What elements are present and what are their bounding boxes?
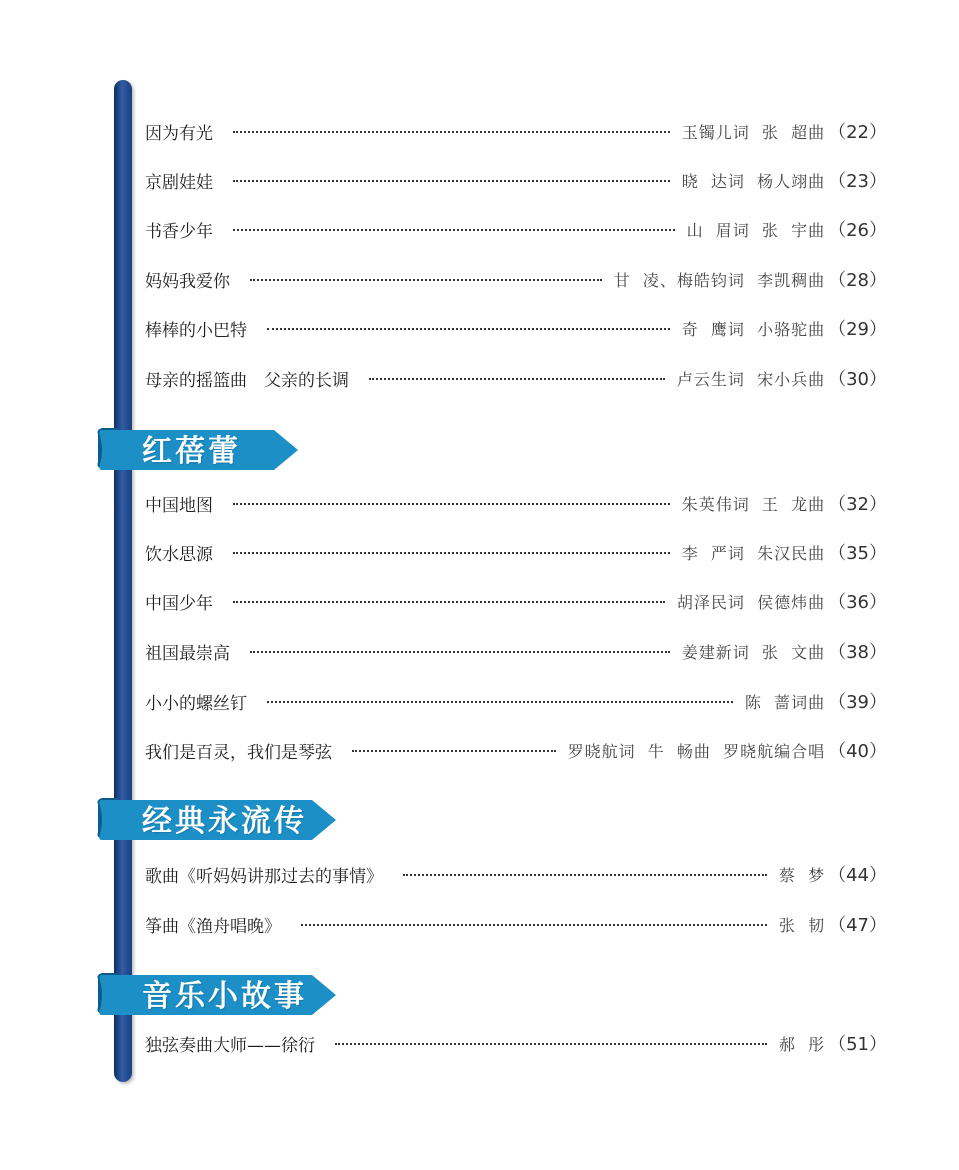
entry-credit: 张 韧 bbox=[778, 915, 826, 935]
entry-credit: 蔡 梦 bbox=[778, 865, 826, 885]
entry-page: （26） bbox=[828, 220, 887, 241]
entry-credit: 罗晓航词 牛 畅曲 罗晓航编合唱 bbox=[567, 741, 826, 761]
toc-entry[interactable] bbox=[145, 735, 887, 765]
entry-page: （47） bbox=[828, 915, 887, 936]
entry-title: 祖国最崇高 bbox=[145, 643, 230, 664]
entry-title: 独弦奏曲大师——徐衍 bbox=[145, 1035, 315, 1056]
dot-leader bbox=[335, 1043, 767, 1045]
entry-title: 因为有光 bbox=[145, 123, 213, 144]
toc-entry[interactable] bbox=[145, 488, 887, 518]
entry-title: 小小的螺丝钉 bbox=[145, 693, 247, 714]
entry-page: （40） bbox=[828, 741, 887, 762]
entry-title: 棒棒的小巴特 bbox=[145, 320, 247, 341]
entry-credit: 山 眉词 张 宇曲 bbox=[686, 220, 826, 240]
dot-leader bbox=[403, 874, 767, 876]
entry-credit: 晓 达词 杨人翊曲 bbox=[681, 171, 826, 191]
entry-credit: 胡泽民词 侯德炜曲 bbox=[676, 592, 826, 612]
entry-title: 我们是百灵，我们是琴弦 bbox=[145, 742, 332, 763]
toc-entry[interactable] bbox=[145, 909, 887, 939]
toc-entry[interactable] bbox=[145, 537, 887, 567]
entry-title: 妈妈我爱你 bbox=[145, 271, 230, 292]
dot-leader bbox=[233, 503, 670, 505]
section-banner bbox=[94, 792, 344, 842]
toc-entry[interactable] bbox=[145, 859, 887, 889]
entry-credit: 甘 凌、梅皓钧词 李凯稠曲 bbox=[613, 270, 826, 290]
section-heading: 红蓓蕾 bbox=[142, 434, 241, 469]
entry-credit: 朱英伟词 王 龙曲 bbox=[681, 494, 826, 514]
entry-page: （35） bbox=[828, 543, 887, 564]
entry-credit: 郝 彤 bbox=[778, 1034, 826, 1054]
entry-title: 京剧娃娃 bbox=[145, 172, 213, 193]
toc-entry[interactable] bbox=[145, 363, 887, 393]
entry-page: （44） bbox=[828, 865, 887, 886]
toc-entry[interactable] bbox=[145, 586, 887, 616]
entry-credit: 姜建新词 张 文曲 bbox=[681, 642, 826, 662]
section-banner bbox=[94, 422, 304, 472]
dot-leader bbox=[352, 750, 556, 752]
toc-entry[interactable] bbox=[145, 636, 887, 666]
dot-leader bbox=[233, 180, 670, 182]
dot-leader bbox=[301, 924, 767, 926]
toc-entry[interactable] bbox=[145, 264, 887, 294]
entry-page: （32） bbox=[828, 494, 887, 515]
entry-page: （30） bbox=[828, 369, 887, 390]
entry-credit: 陈 蔷词曲 bbox=[744, 692, 826, 712]
entry-credit: 李 严词 朱汉民曲 bbox=[681, 543, 826, 563]
dot-leader bbox=[250, 279, 602, 281]
entry-page: （39） bbox=[828, 692, 887, 713]
toc-entry[interactable] bbox=[145, 214, 887, 244]
entry-title: 筝曲《渔舟唱晚》 bbox=[145, 916, 281, 937]
spine-bar bbox=[114, 80, 132, 1082]
toc-entry[interactable] bbox=[145, 116, 887, 146]
entry-credit: 玉镯儿词 张 超曲 bbox=[681, 122, 826, 142]
entry-page: （22） bbox=[828, 122, 887, 143]
section-heading: 经典永流传 bbox=[142, 804, 307, 839]
entry-page: （36） bbox=[828, 592, 887, 613]
section-heading: 音乐小故事 bbox=[142, 979, 307, 1014]
entry-page: （51） bbox=[828, 1034, 887, 1055]
entry-title: 中国少年 bbox=[145, 593, 213, 614]
entry-title: 饮水思源 bbox=[145, 544, 213, 565]
entry-page: （28） bbox=[828, 270, 887, 291]
section-banner bbox=[94, 967, 344, 1017]
toc-entry[interactable] bbox=[145, 313, 887, 343]
entry-title: 书香少年 bbox=[145, 221, 213, 242]
toc-entry[interactable] bbox=[145, 686, 887, 716]
dot-leader bbox=[233, 552, 670, 554]
dot-leader bbox=[233, 601, 665, 603]
toc-entry[interactable] bbox=[145, 165, 887, 195]
dot-leader bbox=[233, 229, 675, 231]
entry-title: 中国地图 bbox=[145, 495, 213, 516]
dot-leader bbox=[233, 131, 670, 133]
entry-page: （29） bbox=[828, 319, 887, 340]
dot-leader bbox=[267, 701, 733, 703]
dot-leader bbox=[369, 378, 665, 380]
dot-leader bbox=[250, 651, 670, 653]
dot-leader bbox=[267, 328, 670, 330]
entry-title: 母亲的摇篮曲 父亲的长调 bbox=[145, 370, 349, 391]
entry-page: （38） bbox=[828, 642, 887, 663]
entry-credit: 卢云生词 宋小兵曲 bbox=[676, 369, 826, 389]
toc-entry[interactable] bbox=[145, 1028, 887, 1058]
entry-title: 歌曲《听妈妈讲那过去的事情》 bbox=[145, 866, 383, 887]
entry-credit: 奇 鹰词 小骆驼曲 bbox=[681, 319, 826, 339]
entry-page: （23） bbox=[828, 171, 887, 192]
